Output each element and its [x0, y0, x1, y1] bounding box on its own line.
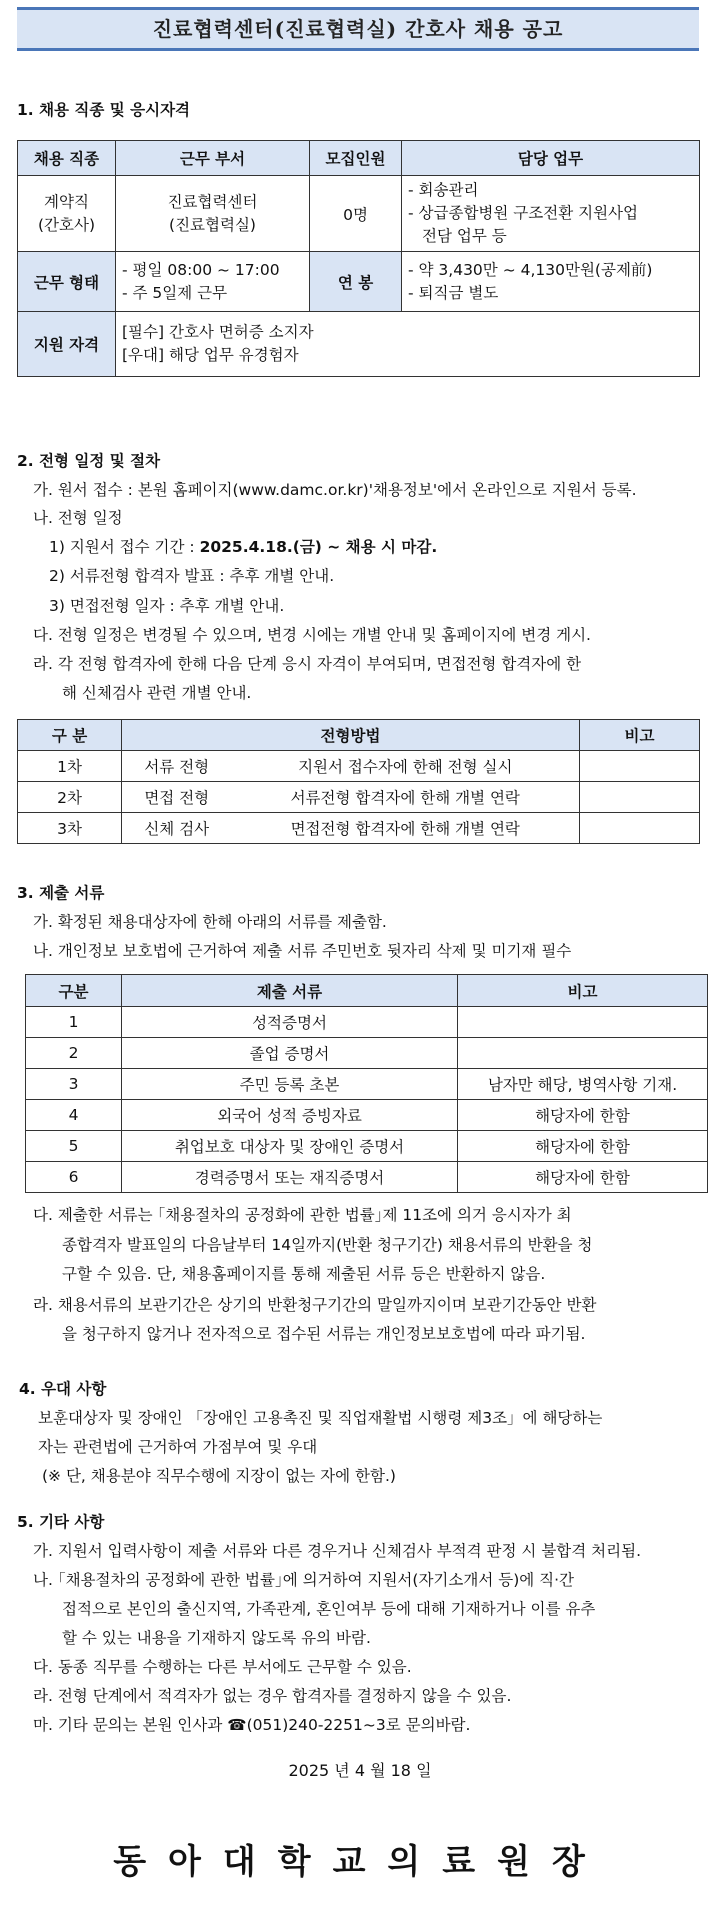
stage-type-cell: 신체 검사 [122, 813, 232, 844]
doc-no-cell: 3 [26, 1069, 122, 1100]
section2-line: 2) 서류전형 합격자 발표 : 추후 개별 안내. [49, 567, 335, 585]
table-row [26, 1038, 708, 1069]
doc-note-cell [458, 1038, 708, 1069]
page-title: 진료협력센터(진료협력실) 간호사 채용 공고 [152, 17, 564, 41]
stage-note-cell [580, 782, 700, 813]
title-banner [17, 7, 699, 51]
table-row [26, 1131, 708, 1162]
salary-line: - 퇴직금 별도 [408, 283, 499, 302]
doc-no-cell: 6 [26, 1162, 122, 1193]
table-row [26, 1100, 708, 1131]
section3-note-line: 다. 제출한 서류는 ｢채용절차의 공정화에 관한 법률｣제 11조에 의거 응시자가 최 [33, 1206, 572, 1224]
doc-note-cell [458, 1007, 708, 1038]
doc-no-cell: 2 [26, 1038, 122, 1069]
duty-line: - 상급종합병원 구조전환 지원사업 [408, 204, 638, 222]
section1-heading: 1. 채용 직종 및 응시자격 [17, 101, 191, 119]
dept-cell [116, 176, 310, 252]
job-type-cell [18, 176, 116, 252]
job-table-header: 근무 부서 [116, 141, 310, 176]
job-table [17, 140, 700, 377]
stage-cell: 2차 [18, 782, 122, 813]
work-type-line: - 평일 08:00 ~ 17:00 [122, 260, 280, 279]
table-row [26, 1162, 708, 1193]
section2-line: 나. 전형 일정 [33, 509, 123, 527]
qualification-line: [우대] 해당 업무 유경험자 [122, 346, 299, 364]
section2-line [49, 535, 437, 557]
doc-name-cell: 주민 등록 초본 [122, 1069, 458, 1100]
section5-line: 나. ｢채용절차의 공정화에 관한 법률｣에 의거하여 지원서(자기소개서 등)에 직·간 [33, 1571, 575, 1589]
section2-line: 3) 면접전형 일자 : 추후 개별 안내. [49, 597, 285, 615]
section2-line: 라. 각 전형 합격자에 한해 다음 단계 응시 자격이 부여되며, 면접전형 합격자에 한 [33, 655, 582, 673]
documents-table-header: 제출 서류 [122, 975, 458, 1007]
section4-line: (※ 단, 채용분야 직무수행에 지장이 없는 자에 한함.) [42, 1467, 396, 1485]
table-row [26, 1069, 708, 1100]
qualification-cell [116, 312, 700, 377]
salary-label: 연 봉 [310, 252, 402, 312]
dept-line: (진료협력실) [169, 215, 256, 234]
doc-name-cell: 졸업 증명서 [122, 1038, 458, 1069]
salary-cell [402, 252, 700, 312]
section3-heading: 3. 제출 서류 [17, 884, 105, 902]
documents-table-header: 비고 [458, 975, 708, 1007]
doc-name-cell: 취업보호 대상자 및 장애인 증명서 [122, 1131, 458, 1162]
process-table-header: 구 분 [18, 720, 122, 751]
job-table-header: 모집인원 [310, 141, 402, 176]
stage-desc-cell: 지원서 접수자에 한해 전형 실시 [232, 751, 580, 782]
doc-name-cell: 성적증명서 [122, 1007, 458, 1038]
doc-no-cell: 1 [26, 1007, 122, 1038]
stage-note-cell [580, 751, 700, 782]
stage-desc-cell: 서류전형 합격자에 한해 개별 연락 [232, 782, 580, 813]
dept-line: 진료협력센터 [167, 192, 258, 211]
work-type-cell [116, 252, 310, 312]
salary-line: - 약 3,430만 ~ 4,130만원(공제前) [408, 260, 653, 279]
job-type-line: 계약직 [44, 192, 89, 211]
documents-table-header: 구분 [26, 975, 122, 1007]
doc-name-cell: 경력증명서 또는 재직증명서 [122, 1162, 458, 1193]
section4-line: 자는 관련법에 근거하여 가점부여 및 우대 [38, 1438, 318, 1456]
doc-note-cell: 남자만 해당, 병역사항 기재. [458, 1069, 708, 1100]
section2-line: 해 신체검사 관련 개별 안내. [62, 684, 252, 702]
job-type-line: (간호사) [37, 215, 95, 234]
posting-date: 2025 년 4 월 18 일 [288, 1761, 432, 1780]
application-period-label: 1) 지원서 접수 기간 : [49, 538, 200, 556]
section5-line: 라. 전형 단계에서 적격자가 없는 경우 합격자를 결정하지 않을 수 있음. [33, 1687, 512, 1705]
section4-line: 보훈대상자 및 장애인 「장애인 고용촉진 및 직업재활법 시행령 제3조」에 해당하는 [38, 1409, 603, 1427]
duty-line: 전담 업무 등 [422, 227, 507, 245]
stage-desc-cell: 면접전형 합격자에 한해 개별 연락 [232, 813, 580, 844]
table-row [18, 813, 700, 844]
job-table-header: 채용 직종 [18, 141, 116, 176]
section5-line: 할 수 있는 내용을 기재하지 않도록 유의 바람. [62, 1629, 371, 1647]
work-type-label: 근무 형태 [18, 252, 116, 312]
job-table-header: 담당 업무 [402, 141, 700, 176]
section2-heading: 2. 전형 일정 및 절차 [17, 452, 161, 470]
signature: 동아대학교의료원장 [113, 1842, 607, 1882]
doc-note-cell: 해당자에 한함 [458, 1131, 708, 1162]
process-table-header: 비고 [580, 720, 700, 751]
doc-note-cell: 해당자에 한함 [458, 1162, 708, 1193]
work-type-line: - 주 5일제 근무 [122, 283, 228, 302]
section3-note-line: 종합격자 발표일의 다음날부터 14일까지(반환 청구기간) 채용서류의 반환을 청 [62, 1236, 593, 1254]
headcount-cell: 0명 [310, 176, 402, 252]
section3-note-line: 라. 채용서류의 보관기간은 상기의 반환청구기간의 말일까지이며 보관기간동안 반환 [33, 1296, 597, 1314]
table-row [26, 1007, 708, 1038]
process-table-header: 전형방법 [122, 720, 580, 751]
stage-cell: 1차 [18, 751, 122, 782]
table-row [18, 751, 700, 782]
duty-line: - 회송관리 [408, 181, 479, 199]
section5-line: 마. 기타 문의는 본원 인사과 ☎(051)240-2251~3로 문의바람. [33, 1716, 471, 1734]
doc-no-cell: 4 [26, 1100, 122, 1131]
section5-line: 접적으로 본인의 출신지역, 가족관계, 혼인여부 등에 대해 기재하거나 이를 유추 [62, 1600, 596, 1618]
section3-line: 나. 개인정보 보호법에 근거하여 제출 서류 주민번호 뒷자리 삭제 및 미기재 필수 [33, 942, 572, 960]
stage-type-cell: 면접 전형 [122, 782, 232, 813]
qualification-line: [필수] 간호사 면허증 소지자 [122, 323, 314, 341]
section5-line: 다. 동종 직무를 수행하는 다른 부서에도 근무할 수 있음. [33, 1658, 412, 1676]
section4-heading: 4. 우대 사항 [19, 1380, 107, 1398]
duties-cell [402, 176, 700, 252]
doc-note-cell: 해당자에 한함 [458, 1100, 708, 1131]
section2-line: 가. 원서 접수 : 본원 홈페이지(www.damc.or.kr)'채용정보'에서 온라인으로 지원서 등록. [33, 481, 637, 499]
section3-line: 가. 확정된 채용대상자에 한해 아래의 서류를 제출함. [33, 913, 387, 931]
stage-note-cell [580, 813, 700, 844]
section5-line: 가. 지원서 입력사항이 제출 서류와 다른 경우거나 신체검사 부적격 판정 시 불합격 처리됨. [33, 1542, 642, 1560]
process-table [17, 719, 700, 844]
doc-name-cell: 외국어 성적 증빙자료 [122, 1100, 458, 1131]
application-period-value: 2025.4.18.(금) ~ 채용 시 마감. [199, 538, 438, 556]
section2-line: 다. 전형 일정은 변경될 수 있으며, 변경 시에는 개별 안내 및 홈페이지에 변경 게시. [33, 626, 591, 644]
section3-note-line: 구할 수 있음. 단, 채용홈페이지를 통해 제출된 서류 등은 반환하지 않음. [62, 1265, 546, 1283]
section3-note-line: 을 청구하지 않거나 전자적으로 접수된 서류는 개인정보보호법에 따라 파기됨. [62, 1325, 586, 1343]
stage-cell: 3차 [18, 813, 122, 844]
table-row [18, 782, 700, 813]
stage-type-cell: 서류 전형 [122, 751, 232, 782]
section5-heading: 5. 기타 사항 [17, 1513, 105, 1531]
qualification-label: 지원 자격 [18, 312, 116, 377]
documents-table [25, 974, 708, 1193]
doc-no-cell: 5 [26, 1131, 122, 1162]
